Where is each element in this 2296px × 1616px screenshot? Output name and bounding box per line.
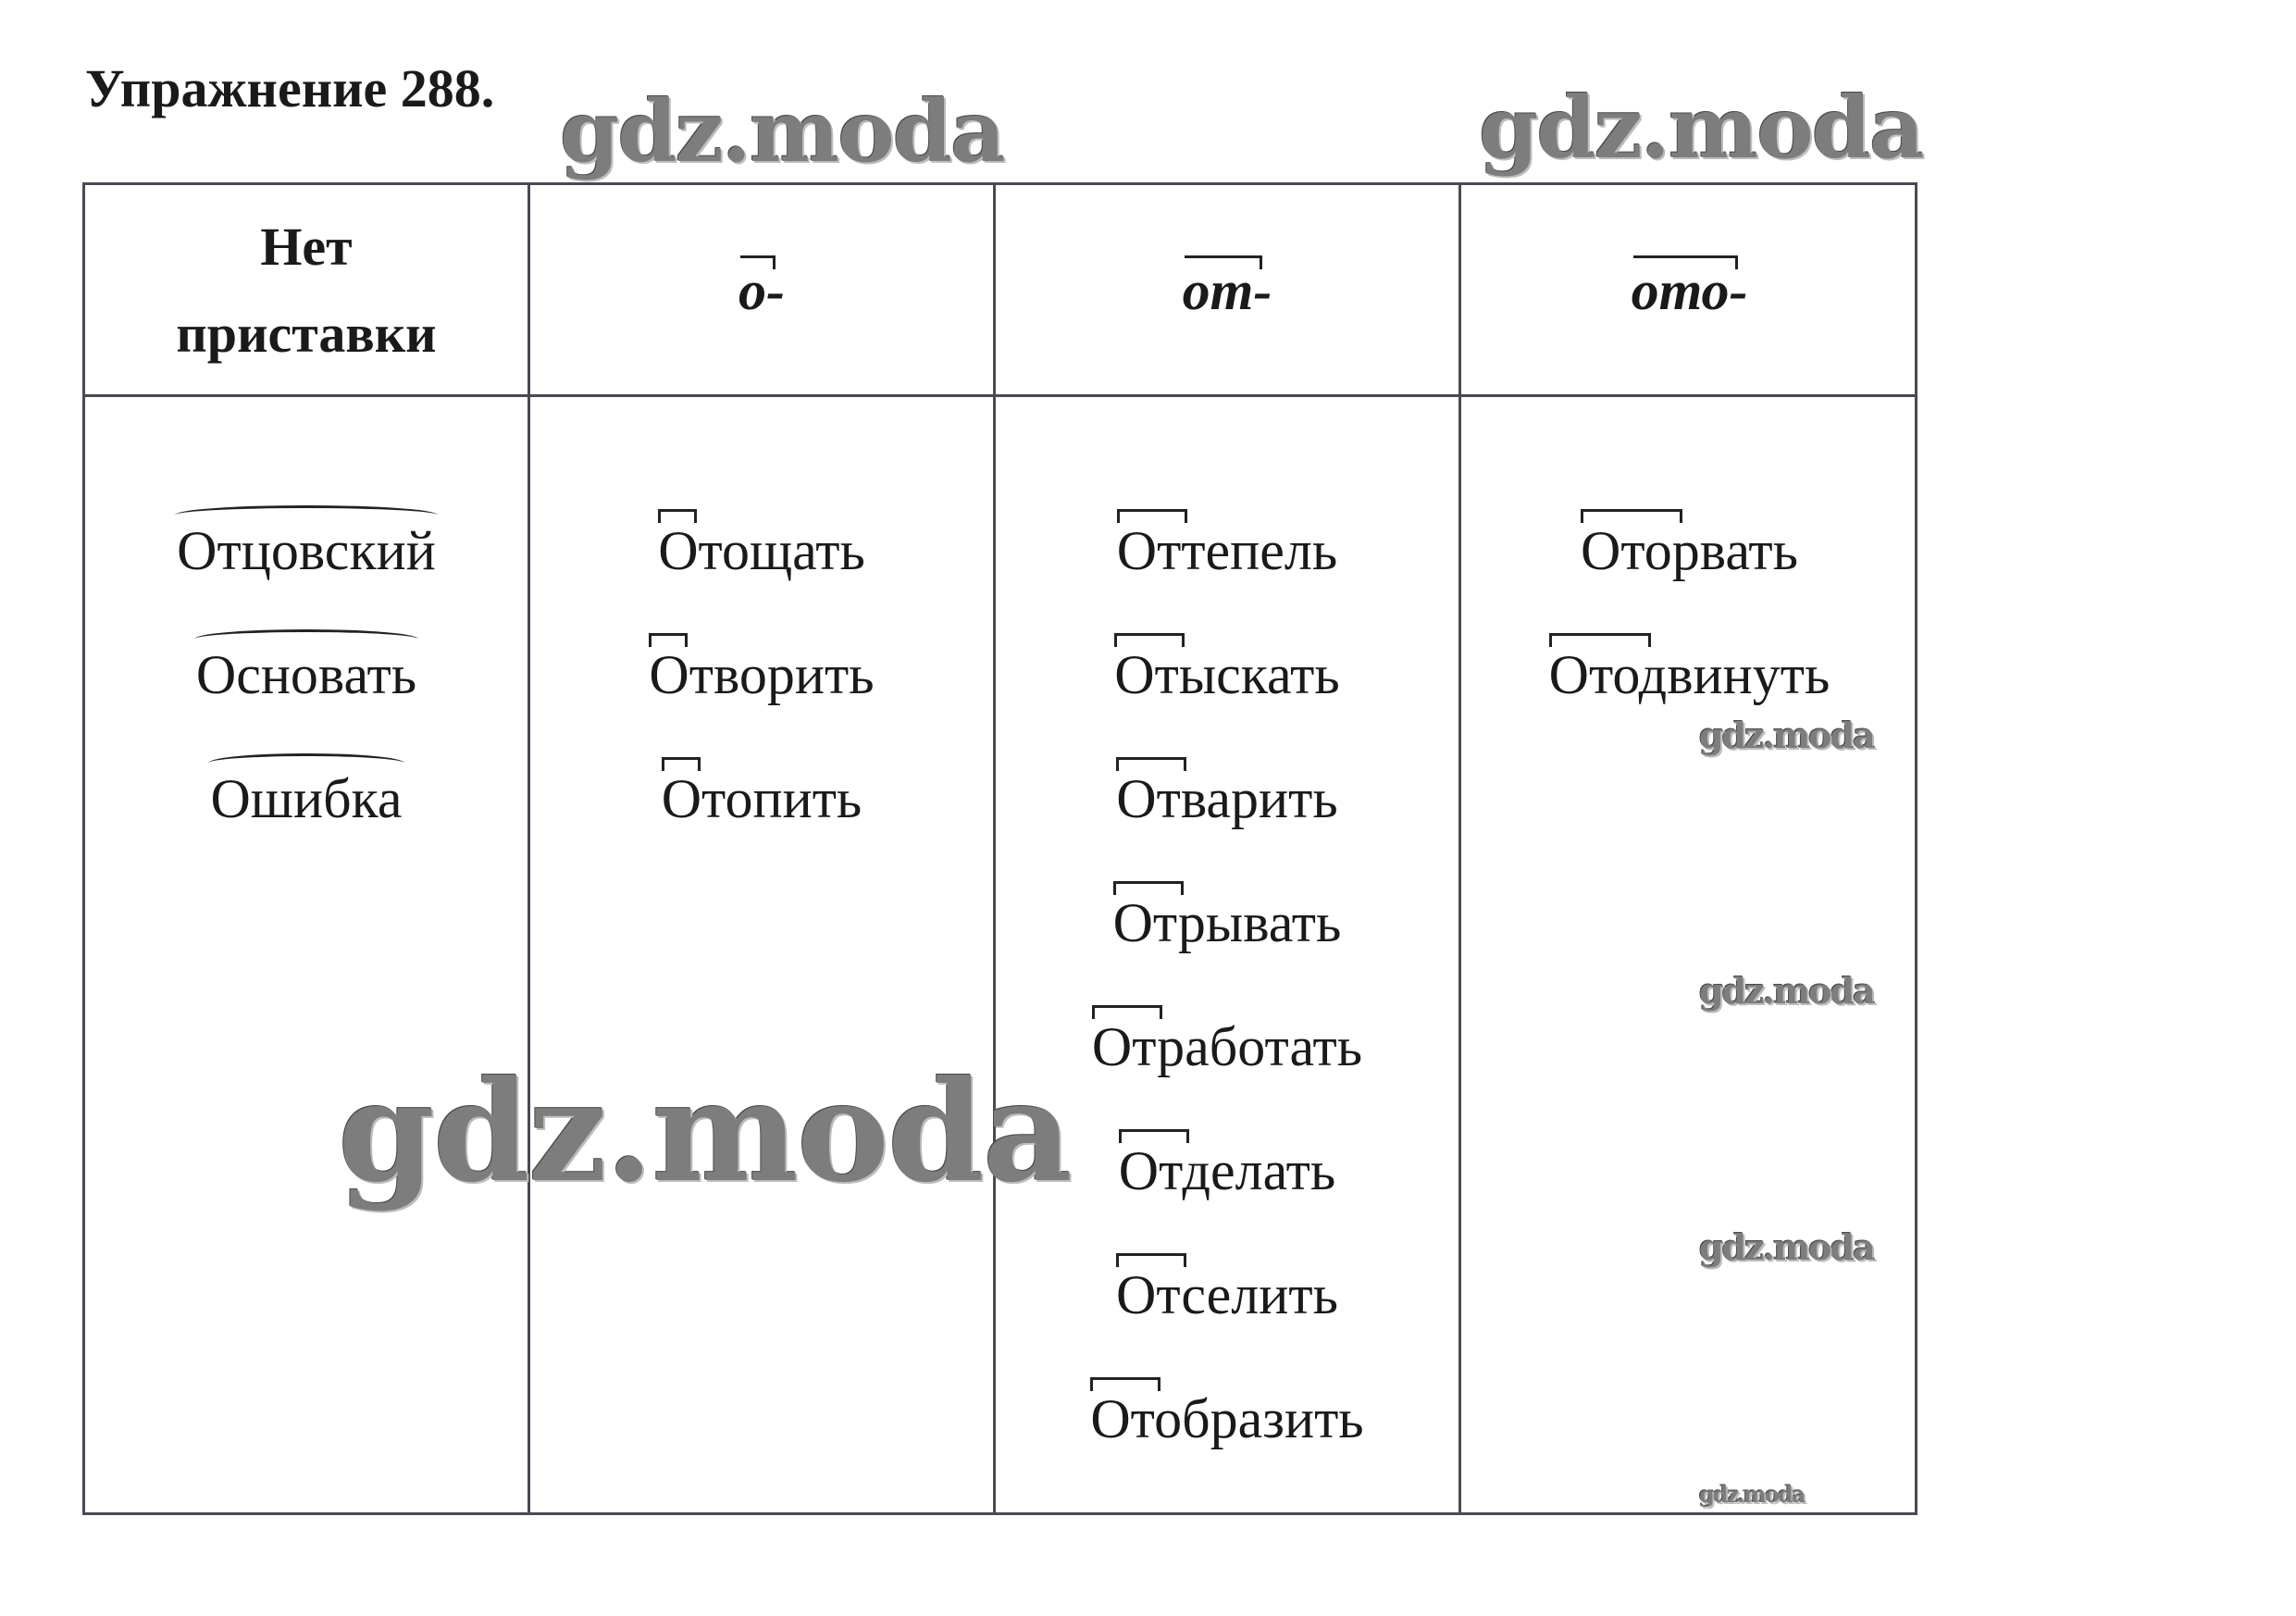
word-cell: Отцовский — [177, 489, 436, 613]
word-cell: Основать — [196, 613, 416, 737]
column-prefix-ot — [996, 396, 1458, 1512]
watermark: gdz.moda — [560, 81, 1004, 181]
word-cell: Отворить — [649, 613, 874, 737]
header-prefix-o — [530, 185, 993, 396]
prefix-mark — [1113, 881, 1184, 895]
word-cell: Ошибка — [210, 737, 402, 861]
header-label: о- — [738, 259, 785, 321]
word-cell: Отработать — [1092, 985, 1362, 1109]
prefix-mark — [1185, 255, 1263, 269]
word-cell: Отодвинуть — [1549, 613, 1831, 737]
header-no-prefix — [85, 185, 527, 396]
exercise-title: Упражнение 288. — [85, 58, 495, 118]
column-prefix-o — [530, 396, 993, 1512]
watermark: gdz.moda — [1699, 970, 1874, 1012]
watermark: gdz.moda — [1479, 78, 1923, 178]
word-cell: Отыскать — [1114, 613, 1339, 737]
header-line: Нет — [260, 217, 353, 277]
prefix-mark — [1114, 633, 1185, 647]
header-prefix-oto — [1461, 185, 1917, 396]
prefix-mark — [740, 255, 776, 269]
prefix-mark — [1549, 633, 1651, 647]
word-cell: Отобразить — [1090, 1357, 1363, 1481]
root-arc — [175, 505, 438, 525]
watermark: gdz.moda — [1699, 1226, 1874, 1268]
prefix-mark — [1090, 1377, 1160, 1391]
root-arc — [194, 629, 418, 649]
prefix-mark — [1092, 1005, 1162, 1019]
prefix-mark — [658, 509, 697, 523]
header-label: от- — [1182, 259, 1272, 321]
watermark: gdz.moda — [1699, 1481, 1805, 1508]
root-arc — [208, 753, 403, 773]
word-cell: Оторвать — [1581, 489, 1798, 613]
header-label: ото- — [1631, 259, 1748, 321]
word-cell: Оттепель — [1117, 489, 1337, 613]
prefix-mark — [649, 633, 688, 647]
prefix-mark — [1116, 757, 1186, 771]
prefix-mark — [1117, 509, 1187, 523]
prefix-mark — [1116, 1253, 1186, 1267]
word-cell: Отделать — [1119, 1109, 1336, 1233]
word-cell: Отопить — [662, 737, 863, 861]
header-prefix-ot — [996, 185, 1458, 396]
prefix-table — [82, 182, 1917, 1515]
word-cell: Отощать — [658, 489, 865, 613]
prefix-mark — [1633, 255, 1739, 269]
watermark: gdz.moda — [1699, 715, 1874, 756]
watermark: gdz.moda — [338, 1050, 1072, 1213]
prefix-mark — [1119, 1129, 1189, 1143]
prefix-mark — [1581, 509, 1682, 523]
word-cell: Отселить — [1116, 1233, 1338, 1357]
word-cell: Отрывать — [1113, 861, 1342, 985]
prefix-mark — [662, 757, 701, 771]
column-prefix-oto — [1461, 396, 1917, 1512]
header-line: приставки — [176, 304, 437, 364]
word-cell: Отварить — [1116, 737, 1337, 861]
column-no-prefix — [85, 396, 527, 1512]
